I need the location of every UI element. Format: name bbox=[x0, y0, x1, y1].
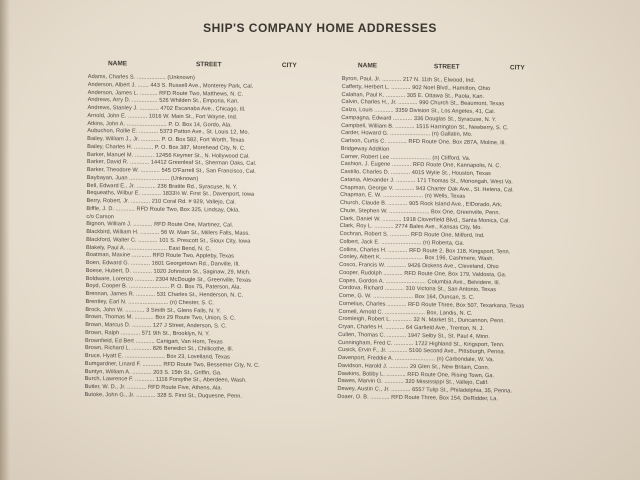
address-entry: Cornell, Arnold C. ......................... Box, Landis, N. C. bbox=[338, 308, 473, 317]
address-entry: Adams, Charles S. .................. (Unknown) bbox=[87, 73, 195, 82]
address-entry: Cordova, Richard ............ 310 Victoria St., San Antonio, Texas bbox=[338, 285, 497, 294]
address-entry: Baybayan, Juan ......................... (Unknown) bbox=[86, 174, 199, 182]
address-entry: Bailey, William J., Jr. ............ P. O. Box 582, Fort Worth, Texas bbox=[87, 135, 245, 144]
page-title: SHIP'S COMPANY HOME ADDRESSES bbox=[203, 21, 437, 35]
address-entry: Biffle, J. D. ............ RFD Route Two, Box 325, Lindsay, Okla. bbox=[86, 205, 240, 214]
address-entry: Copes, Gordon A. ......................... Columbia Ave., Belvidere, Ill. bbox=[338, 277, 501, 286]
address-entry: Calzo, Louis ............ 3359 Division St., Los Angeles, 41, Cal. bbox=[341, 106, 496, 116]
address-entry: Butoke, John G., Jr. ............ 328 S. First St., Duquesne, Penn. bbox=[84, 391, 243, 400]
address-entry: Bruce, Hyatt E. ......................... Box 23, Lovelland, Texas bbox=[84, 352, 230, 361]
address-entry: Chute, Stephen W. ......................... Box One, Greenville, Penn. bbox=[339, 207, 501, 216]
address-entry: Brown, Marcus D. ............ 127 J Street, Anderson, S. C. bbox=[85, 321, 227, 330]
address-entry: Catania, Alexander J. ............ 171 Thomas St., Monongah, West Va. bbox=[340, 176, 513, 186]
address-entry: Dewey, Austin C., Jr. ............ 6557 Tulip St., Philadelphia, 35, Penna. bbox=[337, 385, 513, 395]
address-entry: Colbert, Jack E. ......................... (n) Roberta, Ga. bbox=[339, 238, 465, 247]
name-header: NAME bbox=[107, 60, 128, 68]
address-entry: Brownfield, Ed Bert ............ Canigart, Van Horn, Texas bbox=[85, 337, 223, 345]
left-column-header bbox=[88, 60, 356, 75]
right-column bbox=[337, 62, 624, 405]
address-entry: Barker, Theodore W. ............ 545 O'Farrell St., San Francisco, Cal. bbox=[86, 166, 256, 175]
address-entry: Bailey, Charles H. ............ P. O. Box 387, Morehead City, N. C. bbox=[87, 143, 246, 152]
address-entry: Carlson, Curtis C. ............ RFD Route One, Box 287A, Moline, Ill. bbox=[340, 137, 507, 147]
address-entry: Chapman, E. W. ......................... (n) Wells, Texas bbox=[340, 192, 466, 200]
address-entry: Clark, Roy L. ............ 2774 Bales Ave., Kansas City, Mo. bbox=[339, 223, 483, 232]
address-entry: Aubuchon, Rollie E. ............ 5373 Patton Ave., St. Louis 12, Mo. bbox=[87, 128, 250, 136]
address-entry: Carner, Robert Lee ......................... (n) Clifford, Va. bbox=[340, 153, 471, 162]
address-entry: Byron, Paul, Jr. ............ 217 N. 11th St., Elwood, Ind. bbox=[341, 75, 476, 84]
address-entry: Cashion, J. Eugene ............ RFD Route One, Kannapolis, N. C. bbox=[340, 161, 502, 170]
address-entry: Castillo, Charles D. ............ 4015 Wylie St., Houston, Texas bbox=[340, 168, 491, 178]
address-entry: Cosco, Francis W. ............ 9426 Dickens Ave., Cleveland, Ohio bbox=[339, 261, 499, 271]
address-entry: Cromleigh, Robert L. ............ 32 N. Market St., Duncannon, Penn. bbox=[338, 316, 506, 325]
page-edge-shadow bbox=[0, 0, 10, 480]
address-entry: Cunningham, Fred C. ............ 1722 Highland St., Kingsport, Tenn. bbox=[338, 339, 505, 348]
address-entry: Doaer, O. B. ............ RFD Route Three, Box 154, DeRidder, La. bbox=[337, 393, 499, 402]
left-column bbox=[84, 60, 356, 402]
address-entry: Andrews, Arry D. ................ 526 Whilden St., Emporia, Kan. bbox=[87, 97, 239, 105]
street-header: STREET bbox=[433, 63, 460, 71]
address-entry: Boen, Edward G. ............ 1601 Georgetown Rd., Danville, Ill. bbox=[85, 259, 240, 268]
address-entry: Buntyn, William A. ............ 203 S. 15th St., Griffin, Ga. bbox=[84, 368, 222, 376]
address-entry: Boatman, Maxine ............ RFD Route Two, Appleby, Texas bbox=[85, 252, 235, 260]
address-entry: Carder, Howard G. ......................... (n) Gallatin, Mo. bbox=[340, 130, 473, 139]
address-entry: Brown, Thomas M. ............ Box 29 Route Two, Union, S. C. bbox=[85, 314, 236, 322]
address-entry: Butler, W. D., Jr. ............ RFD Route Five, Athens, Ala. bbox=[84, 383, 223, 392]
address-entry: Campagna, Edward ............ 336 Douglas St., Syracuse, N. Y. bbox=[341, 114, 497, 123]
address-entry: Cafferty, Herbert L. ............ 902 Noel Blvd., Hamilton, Ohio bbox=[341, 83, 491, 92]
address-entry: Barker, David R. ............ 14412 Greenleaf St., Sherman Oaks, Cal. bbox=[86, 159, 257, 168]
address-entry: Anderson, James L. ........... RFD Route Two, Matthews, N. C. bbox=[87, 89, 244, 98]
address-entry: Brock, John W. ............ 3 Smith St., Glens Falls, N. Y. bbox=[85, 306, 221, 314]
address-entry: Church, Claude B. ............ 905 Rock Island Ave., ElDorado, Ark. bbox=[339, 199, 503, 209]
address-entry: Calvin, Charles H., Jr. ............ 990 Church St., Beaumont, Texas bbox=[341, 99, 505, 108]
address-entry: Burch, Lawrence F. ............ 1116 Forsythe St., Aberdeen, Wash. bbox=[84, 376, 247, 384]
address-entry: Cornelius, Charles ............ RFD Route Three, Box 507, Texarkana, Texas bbox=[338, 300, 525, 310]
address-entry: Andrews, Stanley J. ............ 4702 Escanaba Ave., Chicago, Ill. bbox=[87, 104, 246, 113]
address-entry: Cullen, Thomas C. ............ 1947 Selby St., St. Paul 4, Minn. bbox=[338, 331, 490, 340]
address-entry: Clark, Daniel W. ............ 1918 Cloverfield Blvd., Santa Monica, Cal. bbox=[339, 215, 511, 224]
address-entry: Campbell, William B. ............ 1515 Harrington St., Newberry, S. C. bbox=[341, 122, 509, 131]
address-entry: Conley, Albert K. ......................... Box 196, Cashmere, Wash. bbox=[339, 254, 495, 263]
address-entry: Blackford, Walter C. ............ 101 S. Prescott St., Sioux City, Iowa bbox=[86, 236, 251, 245]
address-entry: Davenport, Freddie A. ......................... (n) Carbondale, W. Va. bbox=[337, 354, 495, 364]
address-entry: Dawes, Marvin G. ............ 320 Mississippi St., Vallejo, Calif. bbox=[337, 378, 489, 387]
address-entry: Cochran, Robert S. ............ RFD Route One, Milford, Ind. bbox=[339, 230, 485, 240]
city-header: CITY bbox=[281, 62, 297, 70]
address-entry: Dawkins, Bobby L. ............ RFD Route One, Rising Town, Ga. bbox=[337, 370, 495, 379]
address-entry: Arnold, John E. ............ 1016 W. Main St., Fort Wayne, Ind. bbox=[87, 112, 238, 121]
right-entry-list bbox=[337, 76, 624, 405]
address-entry: Brown, Ralph ............ 571 9th St., Brooklyn, N. Y. bbox=[85, 329, 210, 338]
left-entry-list bbox=[84, 74, 355, 402]
right-column-header bbox=[342, 62, 624, 78]
address-entry: Corne, G. W. ......................... Box 164, Duncan, S. C. bbox=[338, 292, 475, 301]
address-entry: Cooper, Rudolph ............ RFD Route One, Box 179, Valdosta, Ga. bbox=[339, 269, 507, 279]
address-entry: Bell, Edward E., Jr. ............ 236 Brattle Rd., Syracuse, N. Y. bbox=[86, 182, 238, 191]
address-entry: Brentley, Earl N. ......................... (n) Chester, S. C. bbox=[85, 298, 215, 307]
address-entry: Boldware, Lorenzo ............ 2304 McDougle St., Greenville, Texas bbox=[85, 275, 251, 284]
address-entry: Blakely, Paul A. ......................... East Bend, N. C. bbox=[86, 244, 212, 252]
address-entry: Anderson, Albert J. ....... 443 S. Russell Ave., Monterey Park, Cal. bbox=[87, 81, 254, 90]
address-entry: Brown, Richard L. ............ 826 Benedict St., Chillicothe, Ill. bbox=[84, 345, 234, 353]
address-entry: Berry, Robert, Jr. ............ 210 Coral Rd. # 929, Vallejo, Cal. bbox=[86, 197, 237, 206]
address-entry: Chapman, George V. ............ 943 Charter Oak Ave., St. Helena, Cal. bbox=[340, 184, 514, 193]
address-entry: Atkins, John A. ......................... P. O. Box 14, Gordo, Ala. bbox=[87, 120, 232, 129]
address-entry: Barker, Manuel M. ............ 12456 Keymer St., N. Hollywood Cal. bbox=[86, 151, 250, 160]
address-entry: Cusick, Ervin F., Jr. ............ 5100 Second Ave., Pittsburgh, Penna. bbox=[337, 347, 506, 356]
street-header: STREET bbox=[195, 61, 222, 69]
address-entry: Bridgeway Addition bbox=[340, 145, 390, 153]
city-header: CITY bbox=[509, 64, 525, 72]
address-entry: Calahan, Paul K. ............ 305 E. Ottawa St., Paola, Kan. bbox=[341, 91, 485, 100]
address-entry: Cryan, Charles H. ............ 64 Garfield Ave., Trenton, N. J. bbox=[338, 323, 485, 333]
address-entry: Boese, Hubert, D. ............ 1020 Johnston St., Saginaw, 29, Mich. bbox=[85, 267, 251, 276]
address-entry: Boyd, Cooper B. ......................... P. O. Box 75, Paterson, Ala. bbox=[85, 283, 242, 291]
address-entry: Blackbird, William H. ............ 56 W. Main St., Millers Falls, Mass. bbox=[86, 228, 250, 237]
address-entry: Bequeaths, Wilbur E. ............ 1833½ W. First St., Davenport, Iowa bbox=[86, 190, 255, 198]
address-entry: Bumgardner, Linard F. ............ RFD Route Two, Bessemer City, N. C. bbox=[84, 360, 260, 369]
name-header: NAME bbox=[357, 62, 378, 70]
address-entry: Bignon, William J. ............ RFD Route One, Martinez, Cal. bbox=[86, 221, 234, 229]
address-entry: Brennan, James R. ............ 531 Charles St., Henderson, N. C. bbox=[85, 290, 244, 299]
address-entry: Collins, Charles H. ............ RFD Route 2, Box 118, Kingsport, Tenn. bbox=[339, 246, 511, 255]
address-entry: c/o Carson bbox=[86, 213, 114, 220]
address-entry: Davidson, Harold J. ............ 29 Glen St., New Britain, Conn. bbox=[337, 362, 490, 371]
